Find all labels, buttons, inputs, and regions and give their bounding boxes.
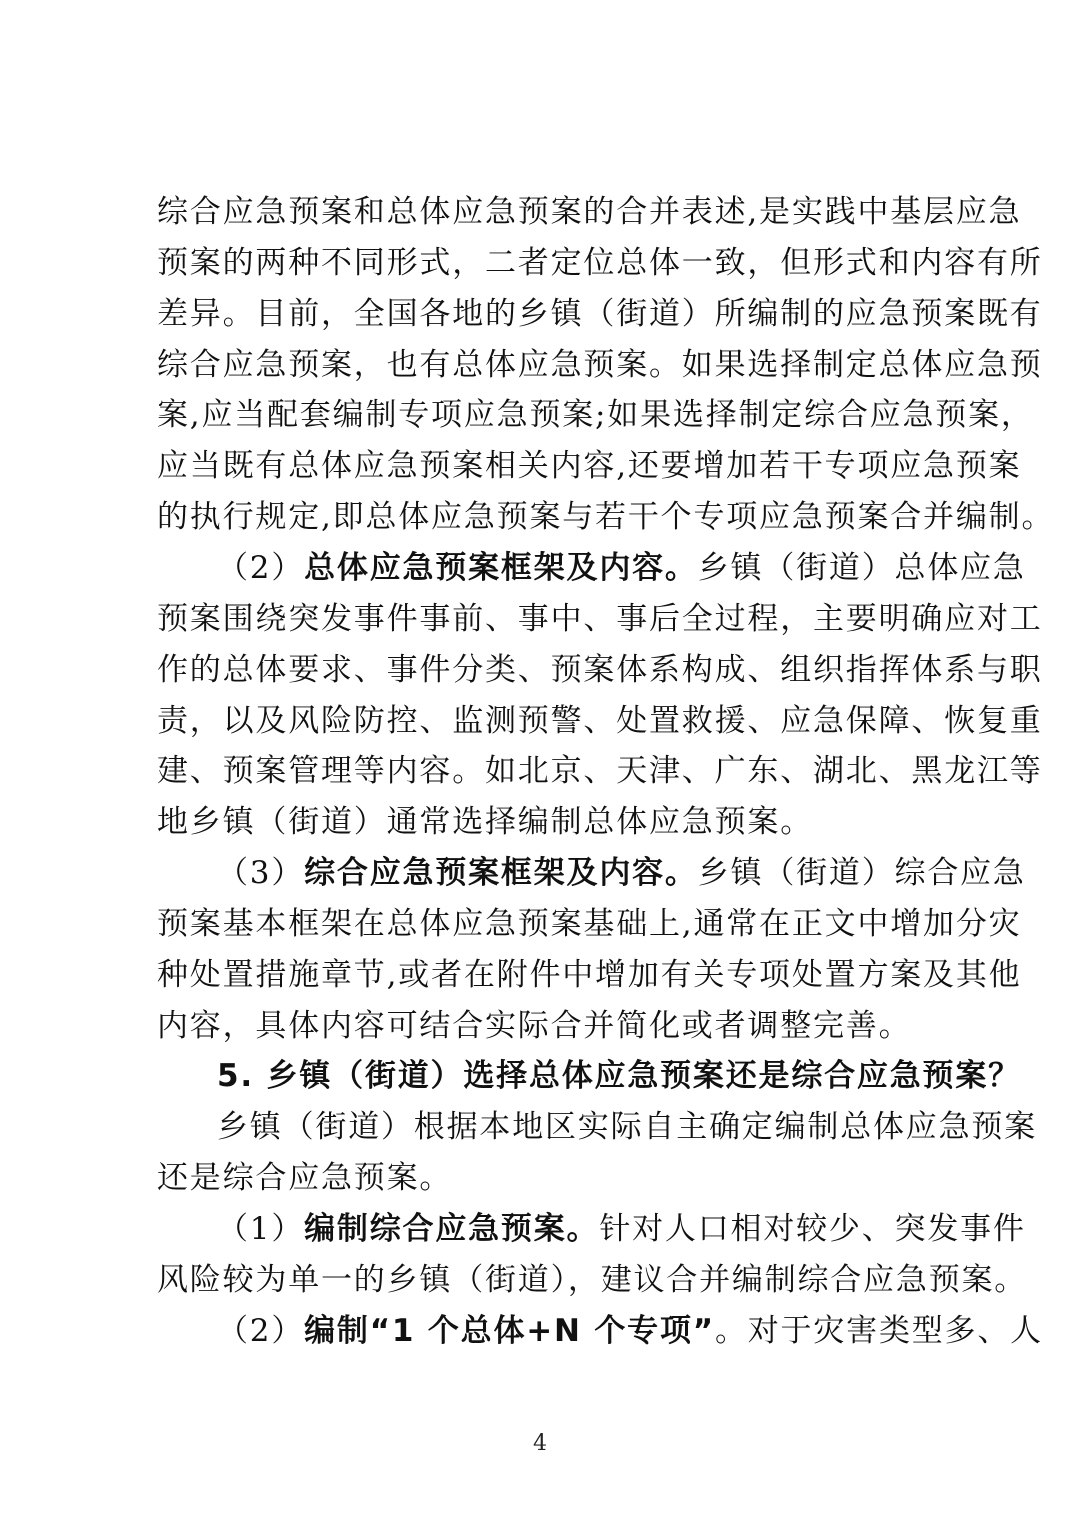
line-text: 责，以及风险防控、监测预警、处置救援、应急保障、恢复重 <box>157 703 1043 739</box>
body-line <box>157 650 1043 690</box>
line-text: 的执行规定,即总体应急预案与若干个专项应急预案合并编制。 <box>157 499 1055 535</box>
item-number: （2） <box>217 1313 305 1349</box>
line-text: 乡镇（街道）综合应急 <box>697 855 1026 891</box>
body-line <box>157 345 1043 385</box>
line-text: 预案的两种不同形式，二者定位总体一致，但形式和内容有所 <box>157 245 1043 281</box>
bold-heading: 编制“1 个总体+N 个专项” <box>304 1313 715 1349</box>
line-text: 应当既有总体应急预案相关内容,还要增加若干专项应急预案 <box>157 448 1022 484</box>
section-heading-line <box>217 1209 1026 1249</box>
line-text: 针对人口相对较少、突发事件 <box>599 1211 1026 1247</box>
bold-heading: 综合应急预案框架及内容。 <box>304 855 698 891</box>
line-text: 综合应急预案，也有总体应急预案。如果选择制定总体应急预 <box>157 347 1043 383</box>
line-text: 作的总体要求、事件分类、预案体系构成、组织指挥体系与职 <box>157 652 1043 688</box>
body-line <box>157 701 1043 741</box>
body-line <box>157 751 1043 791</box>
body-line <box>157 395 1034 435</box>
line-text: 案,应当配套编制专项应急预案;如果选择制定综合应急预案， <box>157 397 1034 433</box>
body-line <box>157 1006 937 1046</box>
line-text: 乡镇（街道）根据本地区实际自主确定编制总体应急预案 <box>217 1109 1037 1145</box>
body-line <box>157 955 1022 995</box>
body-line <box>157 294 1043 334</box>
body-line <box>157 904 1022 944</box>
body-line <box>157 802 937 842</box>
item-number: （3） <box>217 855 305 891</box>
bold-heading: 5. 乡镇（街道）选择总体应急预案还是综合应急预案？ <box>217 1058 1021 1094</box>
section-heading-line <box>217 548 1026 588</box>
body-line <box>217 1107 1037 1147</box>
section-heading-line <box>217 853 1026 893</box>
line-text: 建、预案管理等内容。如北京、天津、广东、湖北、黑龙江等 <box>157 753 1043 789</box>
line-text: 还是综合应急预案。 <box>157 1160 453 1196</box>
line-text: 综合应急预案和总体应急预案的合并表述,是实践中基层应急 <box>157 194 1022 230</box>
body-line <box>157 446 1022 486</box>
body-line <box>157 192 1022 232</box>
page-number: 4 <box>533 1431 547 1456</box>
body-line <box>157 497 1055 537</box>
body-line <box>157 1260 1028 1300</box>
line-text: 种处置措施章节,或者在附件中增加有关专项处置方案及其他 <box>157 957 1022 993</box>
section-heading-line <box>217 1311 1043 1351</box>
item-number: （1） <box>217 1211 305 1247</box>
line-text: 地乡镇（街道）通常选择编制总体应急预案。 <box>157 804 813 840</box>
line-text: 预案基本框架在总体应急预案基础上,通常在正文中增加分灾 <box>157 906 1022 942</box>
line-text: 内容，具体内容可结合实际合并简化或者调整完善。 <box>157 1008 912 1044</box>
question-heading-line <box>217 1056 1021 1096</box>
line-text: 预案围绕突发事件事前、事中、事后全过程，主要明确应对工 <box>157 601 1043 637</box>
line-text: 乡镇（街道）总体应急 <box>697 550 1026 586</box>
body-line <box>157 599 1043 639</box>
body-line <box>157 243 1043 283</box>
bold-heading: 编制综合应急预案。 <box>304 1211 600 1247</box>
bold-heading: 总体应急预案框架及内容。 <box>304 550 698 586</box>
body-line <box>157 1158 937 1198</box>
line-text: 。对于灾害类型多、人 <box>714 1313 1043 1349</box>
line-text: 风险较为单一的乡镇（街道），建议合并编制综合应急预案。 <box>157 1262 1028 1298</box>
item-number: （2） <box>217 550 305 586</box>
line-text: 差异。目前，全国各地的乡镇（街道）所编制的应急预案既有 <box>157 296 1043 332</box>
